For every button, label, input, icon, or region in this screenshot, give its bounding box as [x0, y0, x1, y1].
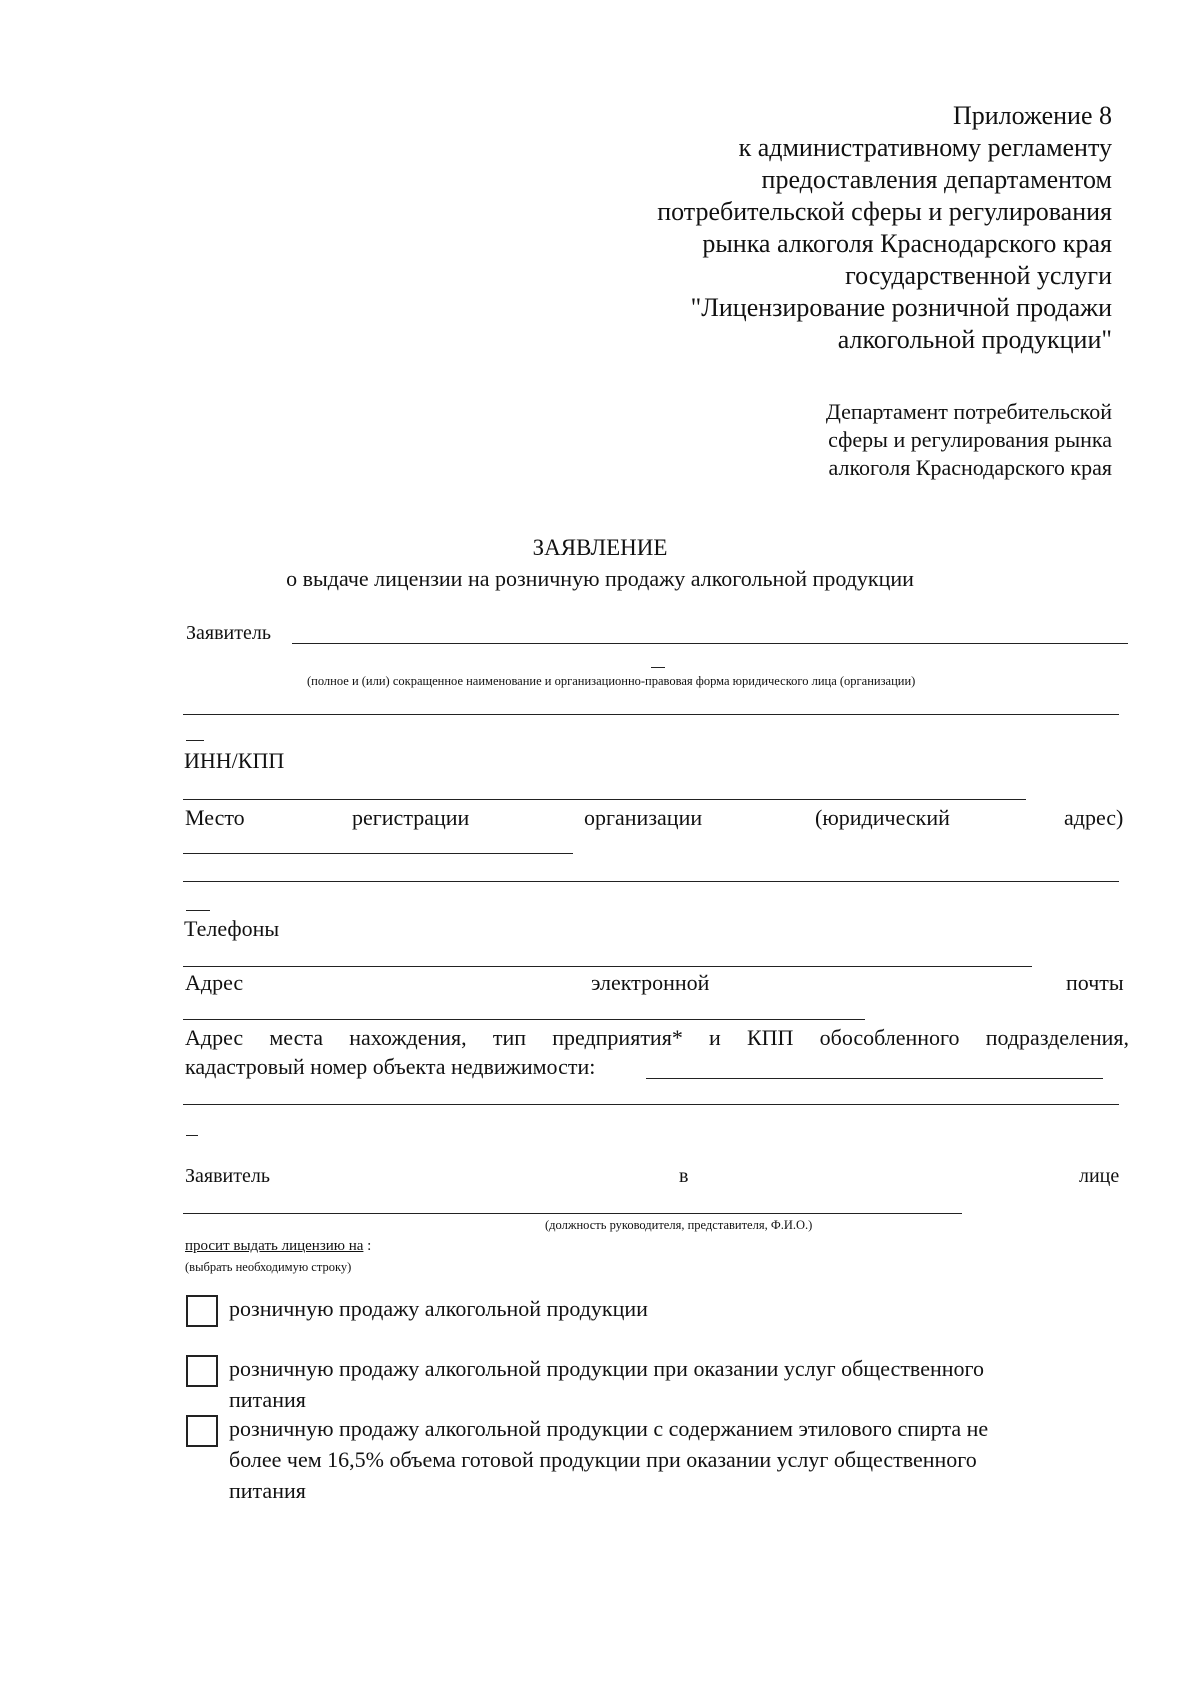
applicant-person-word: лице: [1079, 1165, 1120, 1187]
phones-input-line[interactable]: [183, 966, 1032, 967]
request-label-text: просит выдать лицензию на: [185, 1238, 364, 1254]
option-line: розничную продажу алкогольной продукции при оказании услуг общественного: [229, 1356, 984, 1381]
option-checkbox-2[interactable]: [186, 1355, 218, 1387]
email-word: почты: [1066, 970, 1124, 995]
header-line: рынка алкоголя Краснодарского края: [702, 229, 1112, 258]
reg-place-input-line[interactable]: [183, 853, 573, 854]
request-label-suffix: :: [363, 1238, 372, 1254]
header-line: предоставления департаментом: [761, 165, 1112, 194]
option-line: розничную продажу алкогольной продукции: [229, 1296, 648, 1321]
option-checkbox-3[interactable]: [186, 1415, 218, 1447]
applicant-person-input-line[interactable]: [183, 1213, 962, 1214]
location-text-line-2: кадастровый номер объекта недвижимости:: [185, 1054, 596, 1079]
option-line: розничную продажу алкогольной продукции с содержанием этилового спирта не: [229, 1416, 989, 1441]
appendix-header: [657, 100, 1112, 356]
location-input-line[interactable]: [183, 1104, 1119, 1105]
inn-kpp-label: ИНН/КПП: [184, 748, 285, 773]
dash-mark: [186, 740, 204, 741]
option-line: питания: [229, 1387, 306, 1412]
reg-place-word: организации: [584, 805, 703, 830]
applicant-input-line-2[interactable]: [183, 714, 1119, 715]
option-checkbox-1[interactable]: [186, 1295, 218, 1327]
email-word: Адрес: [185, 970, 244, 995]
addressee-line: Департамент потребительской: [825, 399, 1112, 424]
phones-label: Телефоны: [184, 916, 280, 941]
option-line: питания: [229, 1478, 306, 1503]
location-text-line: Адрес места нахождения, тип предприятия* и КПП обособленного подразделения,: [185, 1025, 1129, 1050]
reg-place-word: Место: [185, 805, 245, 830]
reg-place-word: регистрации: [352, 805, 470, 830]
email-word: электронной: [591, 970, 710, 995]
header-line: алкогольной продукции": [837, 325, 1112, 354]
option-text-1: [229, 1293, 648, 1324]
inn-kpp-input-line[interactable]: [183, 799, 1026, 800]
header-line: к административному регламенту: [738, 133, 1112, 162]
document-subtitle: о выдаче лицензии на розничную продажу алкогольной продукции: [286, 566, 914, 591]
dash-mark: [186, 1135, 198, 1136]
addressee-line: алкоголя Краснодарского края: [828, 455, 1112, 480]
reg-place-word: (юридический: [815, 805, 950, 830]
request-hint: (выбрать необходимую строку): [185, 1260, 352, 1274]
dash-mark: [186, 910, 210, 911]
applicant-person-hint: (должность руководителя, представителя, Ф.И.О.): [545, 1218, 813, 1232]
applicant-person-word: в: [679, 1165, 689, 1187]
request-label: [185, 1238, 371, 1255]
option-text-2: [229, 1353, 984, 1415]
applicant-label: Заявитель: [186, 622, 271, 644]
header-line: потребительской сферы и регулирования: [657, 197, 1112, 226]
header-line: Приложение 8: [952, 101, 1112, 130]
addressee-line: сферы и регулирования рынка: [828, 427, 1112, 452]
option-text-3: [229, 1413, 988, 1506]
email-input-line[interactable]: [183, 1019, 865, 1020]
addressee-block: [826, 398, 1112, 482]
applicant-person-word: Заявитель: [185, 1165, 270, 1187]
header-line: "Лицензирование розничной продажи: [690, 293, 1112, 322]
applicant-hint: (полное и (или) сокращенное наименование и организационно-правовая форма юридического лица (организации): [307, 674, 916, 688]
header-line: государственной услуги: [845, 261, 1112, 290]
cadastral-input-line[interactable]: [646, 1078, 1103, 1079]
reg-place-input-line-2[interactable]: [183, 881, 1119, 882]
dash-mark: [651, 667, 665, 668]
document-title: ЗАЯВЛЕНИЕ: [532, 535, 668, 560]
reg-place-word: адрес): [1064, 805, 1124, 830]
option-line: более чем 16,5% объема готовой продукции при оказании услуг общественного: [229, 1447, 977, 1472]
applicant-input-line[interactable]: [292, 643, 1128, 644]
